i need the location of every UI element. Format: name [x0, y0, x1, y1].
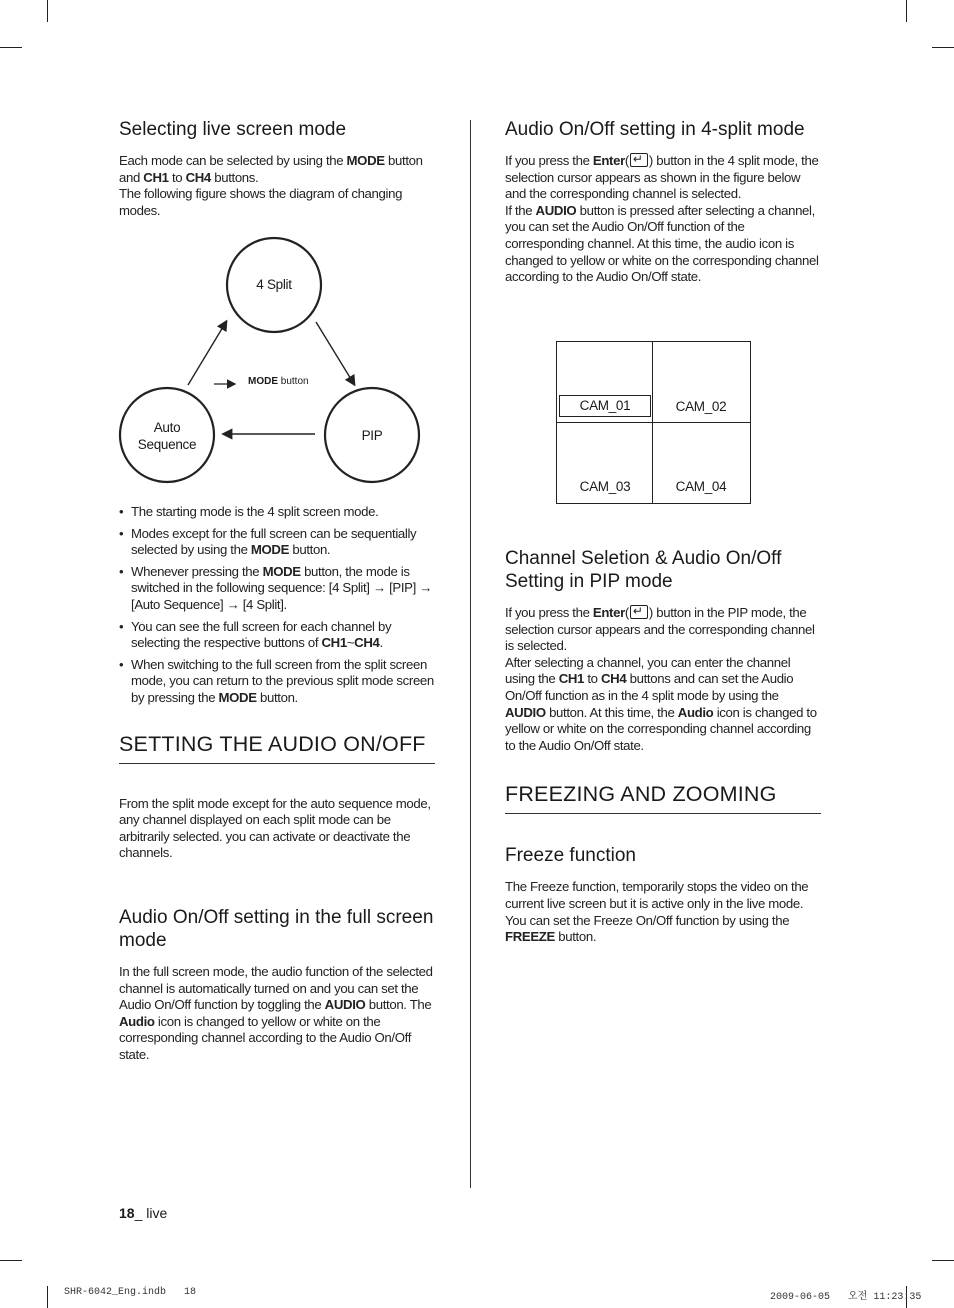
cam02-label: CAM_02	[675, 399, 727, 414]
heading-setting-audio: SETTING THE AUDIO ON/OFF	[119, 731, 435, 764]
cam04-label: CAM_04	[675, 479, 727, 494]
grid-cell-cam02[interactable]	[653, 342, 749, 422]
audio-intro-paragraph: From the split mode except for the auto sequence mode, any channel displayed on each split mode can be arbitrarily selected. you can activate or deactivate the channels.	[119, 795, 431, 861]
pip-mode-paragraph-1: If you press the Enter(↵ ) button in the PIP mode, the selection cursor appears and the corresponding channel is selected.	[505, 605, 821, 655]
page-number: 18	[119, 1205, 135, 1221]
arrow-4split-to-pip	[316, 322, 354, 384]
node-auto-sequence-label: Auto Sequence	[137, 420, 197, 452]
list-item: • You can see the full screen for each channel by selecting the respective buttons of CH1~CH4.	[119, 619, 435, 652]
section-title-pip-mode: Channel Seletion & Audio On/Off Setting in PIP mode	[505, 548, 782, 592]
mode-notes-list	[119, 504, 435, 707]
live-mode-paragraph-2: The following figure shows the diagram of changing modes.	[119, 186, 403, 218]
section-title-audio-4split: Audio On/Off setting in 4-split mode	[505, 119, 805, 140]
print-slug-left: SHR-6042_Eng.indb 18	[64, 1287, 197, 1298]
section-title-live-mode: Selecting live screen mode	[119, 119, 347, 140]
node-4split-label: 4 Split	[256, 277, 292, 292]
grid-cell-cam04[interactable]	[653, 423, 749, 503]
audio-4split-paragraph-2: If the AUDIO button is pressed after selecting a channel, you can set the Audio On/Off function of the corresponding channel. At this time, the audio icon is changed to yellow or white on the corresponding channel according to the Audio On/Off state.	[505, 202, 819, 285]
mode-button-label: MODE button	[248, 376, 309, 387]
list-item: • The starting mode is the 4 split screen mode.	[119, 504, 435, 521]
mode-diagram	[110, 230, 440, 490]
right-column	[505, 110, 821, 286]
left-column-lower	[119, 504, 435, 1063]
list-item: • Whenever pressing the MODE button, the mode is switched in the following sequence: [4 Split] → [PIP] → [Auto Sequence] → [4 Split].	[119, 564, 435, 614]
audio-4split-paragraph-1: If you press the Enter(↵ ) button in the 4 split mode, the selection cursor appears as shown in the figure below and the corresponding channel is selected.	[505, 153, 821, 203]
freeze-paragraph: The Freeze function, temporarily stops the video on the current live screen but it is active only in the live mode. You can set the Freeze On/Off function by using the FREEZE button.	[505, 879, 809, 945]
list-item: • When switching to the full screen from the split screen mode, you can return to the previous split mode screen by pressing the MODE button.	[119, 657, 435, 707]
section-title-freeze: Freeze function	[505, 845, 636, 867]
enter-icon	[630, 153, 648, 167]
page-section: _ live	[134, 1205, 168, 1221]
cam03-label: CAM_03	[579, 479, 631, 494]
right-column-lower	[505, 547, 821, 946]
crop-mark	[47, 0, 48, 22]
split-screen-grid	[556, 341, 751, 504]
page-footer	[119, 1205, 167, 1221]
crop-mark	[0, 47, 22, 48]
arrow-auto-to-4split	[188, 322, 226, 385]
heading-freezing-zooming: FREEZING AND ZOOMING	[505, 781, 821, 814]
crop-mark	[0, 1260, 22, 1261]
crop-mark	[47, 1286, 48, 1308]
list-item: • Modes except for the full screen can be sequentially selected by using the MODE button.	[119, 526, 435, 559]
cam01-label: CAM_01	[559, 395, 651, 417]
crop-mark	[906, 0, 907, 22]
print-slug-right: 2009-06-05 오전 11:23:35	[770, 1292, 922, 1303]
live-mode-paragraph-1: Each mode can be selected by using the MODE button and CH1 to CH4 buttons.	[119, 153, 423, 185]
node-pip-label: PIP	[361, 428, 383, 443]
grid-cell-cam01[interactable]	[557, 342, 653, 422]
enter-icon	[630, 605, 648, 619]
section-title-audio-full-screen: Audio On/Off setting in the full screen mode	[119, 906, 434, 951]
crop-mark	[932, 1260, 954, 1261]
grid-cell-cam03[interactable]	[557, 423, 653, 503]
pip-mode-paragraph-2: After selecting a channel, you can enter the channel using the CH1 to CH4 buttons and can set the Audio On/Off function as in the 4 split mode by using the AUDIO button. At this time, the Audio icon is changed to yellow or white on the corresponding channel according to the Audio On/Off state.	[505, 654, 817, 753]
column-divider	[470, 120, 471, 1188]
crop-mark	[932, 47, 954, 48]
left-column	[119, 110, 435, 219]
audio-full-screen-paragraph: In the full screen mode, the audio function of the selected channel is automatically turned on and you can set the Audio On/Off function by toggling the AUDIO button. The Audio icon is changed to yellow or white on the corresponding channel according to the Audio On/Off state.	[119, 963, 433, 1062]
